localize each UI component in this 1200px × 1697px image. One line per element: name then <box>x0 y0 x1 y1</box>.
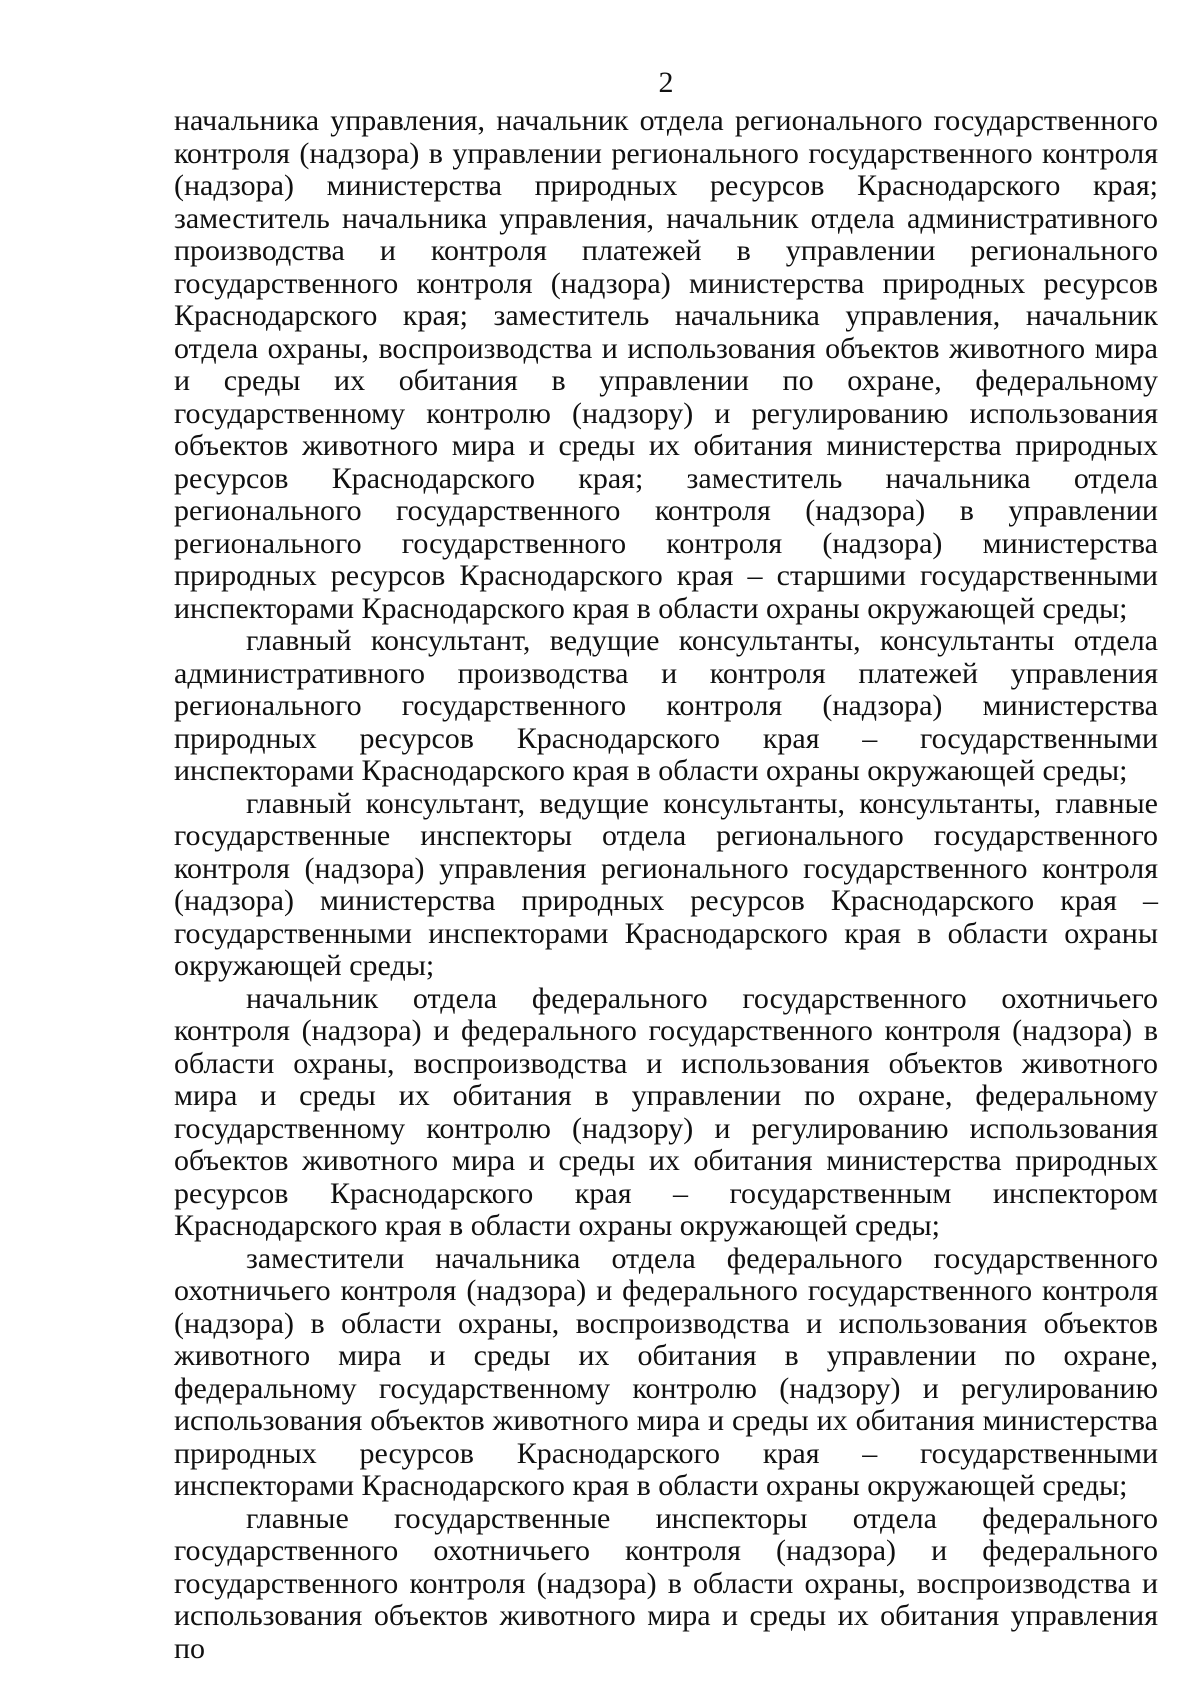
paragraph-regional-control-department-consultants: главный консультант, ведущие консультанты, консультанты, главные государственные инспекторы отдела регионального государственного контроля (надзора) управления регионального государственного контроля (надзора) министерства природных ресурсов Краснодарского края – государственными инспекторами Краснодарского края в области охраны окружающей среды; <box>174 786 1158 982</box>
paragraph-hunting-control-department-head: начальник отдела федерального государственного охотничьего контроля (надзора) и федерального государственного контроля (надзора) в области охраны, воспроизводства и использования объектов животного мира и среды их обитания в управлении по охране, федеральному государственному контролю (надзору) и регулированию использования объектов животного мира и среды их обитания министерства природных ресурсов Краснодарского края – государственным инспектором Краснодарского края в области охраны окружающей среды; <box>174 981 1158 1242</box>
paragraph-hunting-control-department-deputies: заместители начальника отдела федерального государственного охотничьего контроля (надзора) и федерального государственного контроля (надзора) в области охраны, воспроизводства и использования объектов животного мира и среды их обитания в управлении по охране, федеральному государственному контролю (надзору) и регулированию использования объектов животного мира и среды их обитания министерства природных ресурсов Краснодарского края – государственными инспекторами Краснодарского края в области охраны окружающей среды; <box>174 1241 1158 1502</box>
document-body <box>174 105 1158 1665</box>
paragraph-administrative-department-consultants: главный консультант, ведущие консультанты, консультанты отдела административного производства и контроля платежей управления регионального государственного контроля (надзора) министерства природных ресурсов Краснодарского края – государственными инспекторами Краснодарского края в области охраны окружающей среды; <box>174 624 1158 787</box>
page-number: 2 <box>658 66 674 99</box>
paragraph-hunting-control-chief-inspectors: главные государственные инспекторы отдела федерального государственного охотничьего контроля (надзора) и федерального государственного контроля (надзора) в области охраны, воспроизводства и использования объектов животного мира и среды их обитания управления по <box>174 1501 1158 1665</box>
paragraph-continuation: начальника управления, начальник отдела регионального государственного контроля (надзора) в управлении регионального государственного контроля (надзора) министерства природных ресурсов Краснодарского края; заместитель начальника управления, начальник отдела административного производства и контроля платежей в управлении регионального государственного контроля (надзора) министерства природных ресурсов Краснодарского края; заместитель начальника управления, начальник отдела охраны, воспроизводства и использования объектов животного мира и среды их обитания в управлении по охране, федеральному государственному контролю (надзору) и регулированию использования объектов животного мира и среды их обитания министерства природных ресурсов Краснодарского края; заместитель начальника отдела регионального государственного контроля (надзора) в управлении регионального государственного контроля (надзора) министерства природных ресурсов Краснодарского края – старшими государственными инспекторами Краснодарского края в области охраны окружающей среды; <box>174 104 1158 625</box>
